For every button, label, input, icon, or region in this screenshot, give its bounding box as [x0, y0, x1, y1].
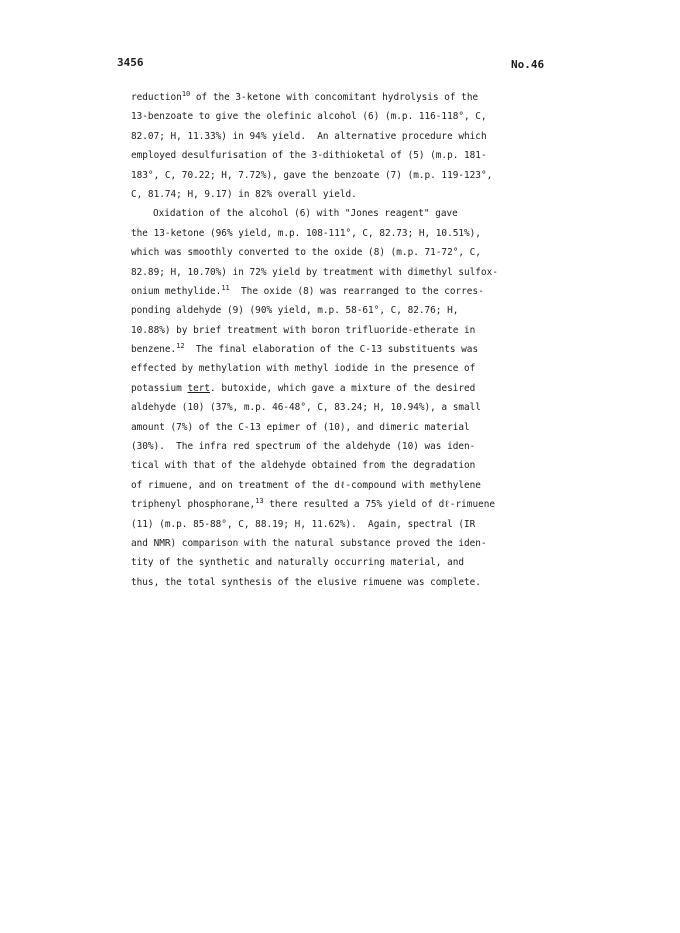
line-text: benzene. [131, 344, 177, 356]
line-text: thus, the total synthesis of the elusive rimuene was complete. [131, 576, 481, 588]
line-text: which was smoothly converted to the oxide (8) (m.p. 71-72°, C, [131, 247, 481, 259]
text-line [131, 204, 551, 223]
line-text: 10.88%) by brief treatment with boron trifluoride-etherate in [131, 324, 476, 336]
text-line [131, 456, 551, 475]
text-line [131, 398, 551, 417]
line-text: triphenyl phosphorane, [131, 499, 256, 511]
text-line [131, 321, 551, 340]
text-line [131, 224, 551, 243]
footnote-ref: 10 [181, 89, 191, 98]
text-line [131, 553, 551, 572]
footnote-ref: 12 [176, 341, 185, 350]
text-line [131, 243, 551, 262]
text-line [131, 515, 551, 534]
line-text: onium methylide. [131, 285, 222, 297]
line-text: ponding aldehyde (9) (90% yield, m.p. 58-61°, C, 82.76; H, [131, 305, 459, 317]
underlined-term: tert [187, 382, 211, 394]
line-text: employed desulfurisation of the 3-dithioketal of (5) (m.p. 181- [131, 150, 487, 162]
line-text: the 13-ketone (96% yield, m.p. 108-111°, C, 82.73; H, 10.51%), [131, 227, 481, 239]
text-line [131, 476, 551, 495]
line-text: tical with that of the aldehyde obtained from the degradation [131, 460, 476, 472]
line-text: . butoxide, which gave a mixture of the desired [210, 382, 476, 394]
text-line [131, 127, 551, 146]
line-text: effected by methylation with methyl iodide in the presence of [131, 363, 476, 375]
text-line [131, 340, 551, 359]
line-text: there resulted a 75% yield of dℓ-rimuene [263, 499, 496, 511]
text-line [131, 418, 551, 437]
line-text: 82.07; H, 11.33%) in 94% yield. An alternative procedure which [131, 130, 487, 142]
line-text: of rimuene, and on treatment of the dℓ-compound with methylene [131, 479, 481, 491]
line-text: reduction [131, 92, 182, 103]
line-text: amount (7%) of the C-13 epimer of (10), and dimeric material [131, 421, 470, 433]
body-text [131, 88, 551, 592]
line-text: 82.89; H, 10.70%) in 72% yield by treatment with dimethyl sulfox- [131, 266, 498, 278]
line-text: 183°, C, 70.22; H, 7.72%), gave the benzoate (7) (m.p. 119-123°, [131, 169, 493, 181]
line-text: C, 81.74; H, 9.17) in 82% overall yield. [131, 188, 357, 200]
line-text: (30%). The infra red spectrum of the aldehyde (10) was iden- [131, 441, 476, 453]
text-line [131, 495, 551, 514]
text-line [131, 437, 551, 456]
text-line [131, 88, 551, 107]
line-text: of the 3-ketone with concomitant hydrolysis of the [190, 92, 479, 103]
text-line [131, 107, 551, 126]
line-text: tity of the synthetic and naturally occurring material, and [131, 557, 465, 569]
text-line [131, 301, 551, 320]
text-line [131, 185, 551, 204]
text-line [131, 359, 551, 378]
journal-number: No.46 [511, 58, 545, 71]
text-line [131, 263, 551, 282]
text-line [131, 282, 551, 301]
text-line [131, 166, 551, 185]
line-text: and NMR) comparison with the natural substance proved the iden- [131, 537, 487, 549]
text-line [131, 534, 551, 553]
line-text: (11) (m.p. 85-88°, C, 88.19; H, 11.62%). Again, spectral (IR [131, 518, 476, 530]
text-line [131, 146, 551, 165]
text-line [131, 379, 551, 398]
page-number: 3456 [117, 56, 144, 69]
line-text: The oxide (8) was rearranged to the corres- [229, 285, 484, 297]
text-line [131, 573, 551, 592]
line-text: 13-benzoate to give the olefinic alcohol (6) (m.p. 116-118°, C, [131, 111, 487, 123]
footnote-ref: 13 [255, 497, 264, 506]
line-text: potassium [131, 382, 188, 394]
footnote-ref: 11 [221, 283, 230, 292]
line-text: Oxidation of the alcohol (6) with "Jones reagent" gave [153, 208, 458, 220]
line-text: The final elaboration of the C-13 substituents was [184, 344, 479, 356]
line-text: aldehyde (10) (37%, m.p. 46-48°, C, 83.24; H, 10.94%), a small [131, 402, 481, 414]
